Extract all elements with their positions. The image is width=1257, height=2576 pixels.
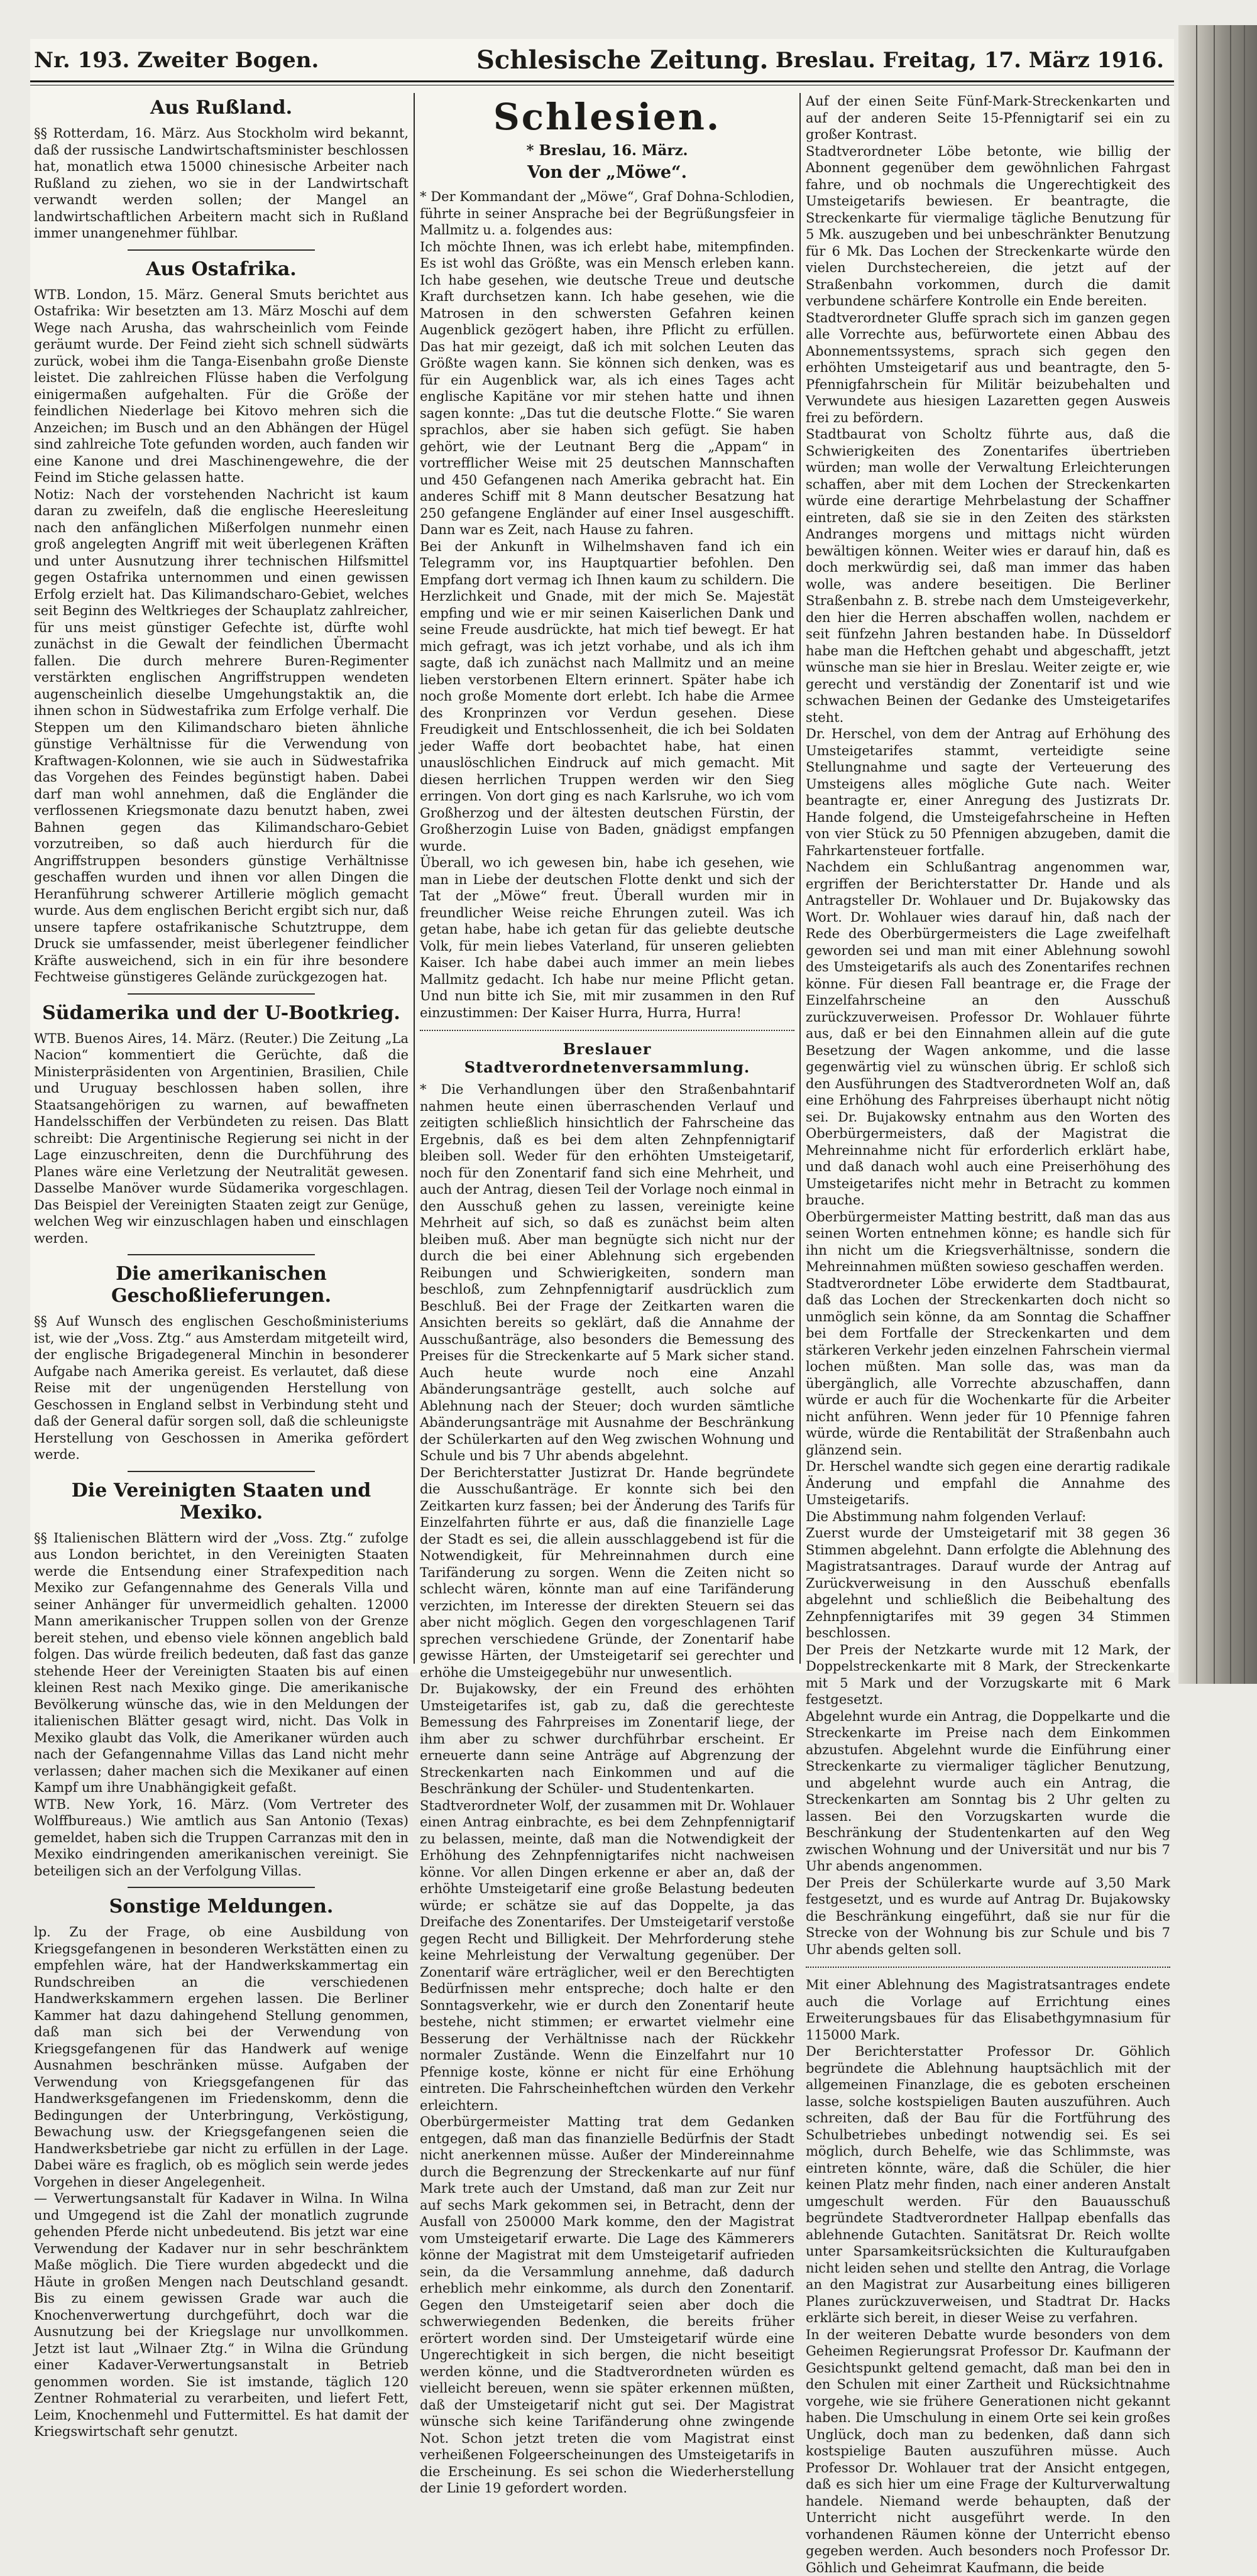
section-heading: Aus Rußland. (150, 97, 293, 119)
spine-line (1230, 25, 1231, 1684)
article-text: WTB. London, 15. März. General Smuts berichtet aus Ostafrika: Wir besetzten am 13. März Moschi auf dem Wege nach Arusha, das wahrscheinlich vom Feinde geräumt wurde. Der Feind zieht sich schnell südwärts zurück, wobei ihm die Tanga-Eisenbahn große Dienste leistet. Die zahlreichen Flüsse haben die Verfolgung einigermaßen aufgehalten. Für die Größe der feindlichen Niederlage bei Kitovo mehren sich die Anzeichen; im Busch und an den Abhängen der Hügel sind zahlreiche Tote gefunden worden, auch fanden wir eine Kanone und drei Maschinengewehre, die der Feind im Stiche gelassen hatte. Notiz: Nach der vorstehenden Nachricht ist kaum daran zu zweifeln, daß die englische Heeresleitung nach den anfänglichen Mißerfolgen nunmehr einen groß angelegten Angriff mit weit überlegenen Kräften und unter Ausnutzung ihrer technischen Hilfsmittel gegen Ostafrika unternommen und einen gewissen Erfolg erzielt hat. Das Kilimandscharo-Gebiet, welches seit Beginn des Weltkrieges der Schauplatz zahlreicher, für uns meist günstiger Gefechte ist, dürfte wohl zunächst in die Gewalt der feindlichen Übermacht fallen. Die durch mehrere Buren-Regimenter verstärkten englischen Angriffstruppen wendeten augenscheinlich dieselbe Umgehungstaktik an, die ihnen schon in Südwestafrika zum Erfolge verhalf. Die Steppen um den Kilimandscharo bieten ähnliche günstige Verhältnisse für die Verwendung von Kraftwagen-Kolonnen, wie sie auch in Südwestafrika das Vorgehen des Feindes begünstigt haben. Dabei darf man wohl annehmen, daß die Engländer die verflossenen Kriegsmonate dazu benutzt haben, zwei Bahnen gegen das Kilimandscharo-Gebiet vorzutreiben, so daß auch hierdurch für die Angriffstruppen besonders günstige Verhältnisse geschaffen wurden und ihnen vor allen Dingen die Heranführung schwerer Artillerie möglich gemacht wurde. Aus dem englischen Bericht ergibt sich nur, daß unsere tapfere ostafrikanische Schutztruppe, dem Druck sie umfassender, meist überlegener feindlicher Kräfte ausweichend, sich in ein für ihre besondere Fechtweise günstigeres Gelände zurückgezogen hat. (34, 287, 409, 985)
column-3 (806, 93, 1170, 2575)
column-1 (34, 93, 409, 2439)
newspaper-title: Schlesische Zeitung. (476, 45, 769, 75)
newspaper-page (30, 39, 1174, 2575)
section-heading: Aus Ostafrika. (146, 258, 297, 280)
article-text: §§ Rotterdam, 16. März. Aus Stockholm wird bekannt, daß der russische Landwirtschaftsminister beschlossen hat, monatlich etwa 15000 chinesische Arbeiter nach Rußland zu ziehen, wo sie in der Landwirtschaft verwandt werden sollen; der Mangel an landwirtschaftlichen Arbeitern macht sich in Rußland immer unangenehmer fühlbar. (34, 126, 409, 241)
divider (128, 1887, 315, 1888)
spine-line (1244, 25, 1245, 1684)
article-heading: Von der „Möwe“. (527, 163, 687, 182)
article-text: * Der Kommandant der „Möwe“, Graf Dohna-Schlodien, führte in seiner Ansprache bei der Begrüßungsfeier in Mallmitz u. a. folgendes aus: Ich möchte Ihnen, was ich erlebt habe, mitempfinden. Es ist wohl das Größte, was ein Mensch erleben kann. Ich habe gesehen, wie deutsche Treue und deutsche Kraft durchsetzen kann. Ich habe gesehen, wie die Matrosen in den schwersten Gefahren keinen Augenblick gezögert haben, ihre Pflicht zu erfüllen. Das hat mir gezeigt, daß ich mit solchen Leuten das Größte wagen kann. Sie können sich denken, was es für ein Augenblick war, als ich eines Tages acht englische Kapitäne vor mir stehen hatte und ihnen sagen konnte: „Das tut die deutsche Flotte.“ Sie waren sprachlos, aber sie haben sich gefügt. Sie haben gehört, wie der Leutnant Berg die „Appam“ in vortrefflicher Weise mit 25 deutschen Mannschaften und 450 Gefangenen nach Amerika gebracht hat. Ein anderes Schiff mit 8 Mann deutscher Besatzung hat 250 gefangene Engländer auf einer Insel ausgeschifft. Dann war es Zeit, nach Hause zu fahren. Bei der Ankunft in Wilhelmshaven fand ich ein Telegramm vor, ins Hauptquartier befohlen. Den Empfang dort vermag ich Ihnen kaum zu schildern. Die Herzlichkeit und Gnade, mit der mich Se. Majestät empfing und wie er mir seinen Kaiserlichen Dank und seine Freude ausdrückte, hat mich tief bewegt. Er hat mich gefragt, was ich jetzt vorhabe, und als ich ihm sagte, daß ich zunächst nach Mallmitz und an meine lieben verstorbenen Eltern erinnert. Später habe ich noch große Momente dort erlebt. Ich habe die Armee des Kronprinzen vor Verdun gesehen. Diese Freudigkeit und Entschlossenheit, die ich bei Soldaten jeder Waffe dort beobachtet habe, hat einen unauslöschlichen Eindruck auf mich gemacht. Mit diesen herrlichen Truppen werden wir den Sieg erringen. Von dort ging es nach Karlsruhe, wo ich vom Großherzog und der ältesten deutschen Fürstin, der Großherzogin Luise von Baden, gnädigst empfangen wurde. Überall, wo ich gewesen bin, habe ich gesehen, wie man in Liebe der deutschen Flotte denkt und sich der Tat der „Möwe“ freut. Überall wurden mir in freundlicher Weise reiche Ehrungen zuteil. Was ich getan habe, habe ich getan für das geliebte deutsche Volk, für mein liebes Vaterland, für unseren geliebten Kaiser. Ich habe dabei auch immer an mein liebes Mallmitz gedacht. Ich habe nur meine Pflicht getan. Und nun bitte ich Sie, mit mir zusammen in den Ruf einzustimmen: Der Kaiser Hurra, Hurra, Hurra! (420, 189, 794, 1020)
section-heading: Sonstige Meldungen. (109, 1896, 334, 1918)
dotted-divider (420, 1030, 794, 1031)
book-spine (1178, 25, 1257, 1684)
article-text: WTB. Buenos Aires, 14. März. (Reuter.) Die Zeitung „La Nacion“ kommentiert die Gerüchte, daß die Ministerpräsidenten von Argentinien, Brasilien, Chile und Uruguay beschlossen haben sollen, ihre Staatsangehörigen zu warnen, auf bewaffneten Handelsschiffen der Verbündeten zu reisen. Das Blatt schreibt: Die Argentinische Regierung sei nicht in der Lage einzuschreiten, denn die Durchführung des Planes wäre eine Verletzung der Neutralität gewesen. Dasselbe Manöver wurde Südamerika vorgeschlagen. Das Beispiel der Vereinigten Staaten zeigt zur Genüge, welchen Weg wir einzuschlagen haben und einschlagen werden. (34, 1030, 409, 1246)
article-text: lp. Zu der Frage, ob eine Ausbildung von Kriegsgefangenen in besonderen Werkstätten einen zu empfehlen wäre, hat der Handwerkskammertag ein Rundschreiben an die verschiedenen Handwerkskammern ergehen lassen. Die Berliner Kammer hat dazu dahingehend Stellung genommen, daß man sich bei der Verwendung von Kriegsgefangenen für das Handwerk auf wenige Ausnahmen beschränken müsse. Aufgaben der Verwendung von Kriegsgefangenen für das Handwerksgefangenen im Friedenskomm, denn die Bedingungen der Unterbringung, Verköstigung, Bewachung usw. der Kriegsgefangenen seien die Handwerksbetriebe gar nicht zu erfüllen in der Lage. Dabei wäre es fraglich, ob es möglich sein werde jedes Vorgehen in dieser Angelegenheit. — Verwertungsanstalt für Kadaver in Wilna. In Wilna und Umgegend ist die Zahl der monatlich zugrunde gehenden Pferde nicht unbedeutend. Bis jetzt war eine Verwendung der Kadaver nur in sehr beschränktem Maße möglich. Die Tiere wurden abgedeckt und die Häute in großen Mengen nach Deutschland gesandt. Bis zu einem gewissen Grade war auch die Knochenverwertung durchgeführt, doch war die Ausnutzung bei der Kriegslage nur unvollkommen. Jetzt ist laut „Wilnaer Ztg.“ in Wilna die Gründung einer Kadaver-Verwertungsanstalt in Betrieb genommen worden. Sie ist imstande, täglich 120 Zentner Rohmaterial zu verarbeiten, und liefert Fett, Leim, Knochenmehl und Futtermittel. Es hat damit der Kriegswirtschaft sehr genutzt. (34, 1924, 409, 2439)
dotted-divider (806, 1967, 1170, 1968)
section-title: Schlesien. (493, 96, 722, 138)
article-text: Auf der einen Seite Fünf-Mark-Streckenkarten und auf der anderen Seite 15-Pfennigtarif sei ein zu großer Kontrast. Stadtverordneter Löbe betonte, wie billig der Abonnent gegenüber dem gewöhnlichen Fahrgast fahre, und ob nochmals die Ungerechtigkeit des Umsteigetarifs bewiesen. Er beantragte, die Streckenkarte für viermalige tägliche Benutzung für 5 Mk. auszugeben und bei unbeschränkter Benutzung für 6 Mk. Das Lochen der Streckenkarte würde den vielen Durchstechereien, die jetzt auf der Straßenbahn vorkommen, durch die damit verbundene schärfere Kontrolle ein Ende bereiten. Stadtverordneter Gluffe sprach sich im ganzen gegen alle Vorrechte aus, befürwortete einen Abbau des Abonnementssystems, sprach sich gegen den erhöhten Umsteigetarif aus und beantragte, den 5-Pfennigfahrschein für Militär beizubehalten und Verwundete aus hiesigen Lazaretten gegen Ausweis frei zu befördern. Stadtbaurat von Scholtz führte aus, daß die Schwierigkeiten des Zonentarifes übertrieben würden; man wolle der Verwaltung Erleichterungen schaffen, aber mit dem Lochen der Streckenkarten würde eine derartige Mehrbelastung der Schaffner eintreten, daß sie sie in den Zeiten des stärksten Andranges morgens und mittags nicht würden bewältigen können. Weiter wies er darauf hin, daß es doch merkwürdig sei, daß man immer das haben wolle, was andere beseitigen. Die Berliner Straßenbahn z. B. strebe nach dem Umsteigeverkehr, den hier die Herren abschaffen wollen, nachdem er seit fünfzehn Jahren bestanden habe. In Düsseldorf habe man die Heftchen gehabt und abgeschafft, jetzt wünsche man sie hier in Breslau. Weiter zeigte er, wie gerecht und verständig der Zonentarif ist und wie schwachen Beinen der Gedanke des Umsteigetarifes steht. Dr. Herschel, von dem der Antrag auf Erhöhung des Umsteigetarifes stammt, verteidigte seine Stellungnahme und sagte der Verteuerung des Umsteigens alles mögliche Gute nach. Weiter beantragte er, einer Anregung des Justizrats Dr. Hande folgend, die Umsteigefahrscheine in Heften von vier Stück zu 50 Pfennigen abzugeben, damit die Fahrkartensteuer fortfalle. Nachdem ein Schlußantrag angenommen war, ergriffen der Berichterstatter Dr. Hande und als Antragsteller Dr. Wohlauer und Dr. Bujakowsky das Wort. Dr. Wohlauer wies darauf hin, daß nach der Rede des Oberbürgermeisters die Lage zweifelhaft geworden sei und man mit einer Ablehnung sowohl des Umsteigetarifs als auch des Zonentarifes rechnen könne. Für diesen Fall beantrage er, die Frage der Einzelfahrscheine an den Ausschuß zurückzuverweisen. Professor Dr. Wohlauer führte aus, daß er bei den Einnahmen allein auf die gute Besetzung der Wagen ankomme, und die lasse gegenwärtig viel zu wünschen übrig. Er schloß sich den Ausführungen des Stadtverordneten Wolf an, daß eine Erhöhung des Fahrpreises überhaupt nicht nötig sei. Dr. Bujakowsky entnahm aus den Worten des Oberbürgermeisters, daß der Magistrat die Mehreinnahme nicht für erforderlich erklärt habe, und daß danach wohl auch eine Preiserhöhung des Umsteigetarifes nicht mehr in Betracht zu kommen brauche. Oberbürgermeister Matting bestritt, daß man das aus seinen Worten entnehmen könne; es handle sich für ihn nicht um die Kriegsverhältnisse, sondern die Mehreinnahmen müßten sowieso geschaffen werden. Stadtverordneter Löbe erwiderte dem Stadtbaurat, daß das Lochen der Streckenkarten doch nicht so unmöglich sein könne, da am Sonntag die Schaffner bei dem Fortfalle der Streckenkarten und dem stärkeren Verkehr jeden einzelnen Fahrschein viermal lochen müßten. Man solle das, was man da übergänglich, alle Vorrechte abzuschaffen, dann würde er auch für die Wochenkarte für die Arbeiter nicht anführen. Wenn jeder für 10 Pfennige fahren würde, würde die Rentabilität der Straßenbahn auch glänzend sein. Dr. Herschel wandte sich gegen eine derartig radikale Änderung und empfahl die Annahme des Umsteigetarifs. Die Abstimmung nahm folgenden Verlauf: Zuerst wurde der Umsteigetarif mit 38 gegen 36 Stimmen abgelehnt. Dann erfolgte die Ablehnung des Magistratsantrages. Darauf wurde der Antrag auf Zurückverweisung in den Ausschuß ebenfalls abgelehnt und schließlich die Beibehaltung des Zehnpfennigtarifes mit 39 gegen 34 Stimmen beschlossen. Der Preis der Netzkarte wurde mit 12 Mark, der Doppelstreckenkarte mit 8 Mark, der Streckenkarte mit 5 Mark und der Vorzugskarte mit 6 Mark festgesetzt. Abgelehnt wurde ein Antrag, die Doppelkarte und die Streckenkarte im Preise nach dem Einkommen abzustufen. Abgelehnt wurde die Einführung einer Streckenkarte zu viermaliger täglicher Benutzung, und abgelehnt wurde auch ein Antrag, die Streckenkarten am Sonntag bis 2 Uhr gelten zu lassen. Bei den Vorzugskarten wurde die Beschränkung der Studentenkarten auf den Weg zwischen Wohnung und der Universität und nur bis 7 Uhr abends angenommen. Der Preis der Schülerkarte wurde auf 3,50 Mark festgesetzt, und es wurde auf Antrag Dr. Bujakowsky die Beschränkung eingeführt, daß sie nur für die Strecke von der Wohnung bis zur Schule und bis 7 Uhr abends gelten soll. (806, 94, 1170, 1957)
column-2 (420, 93, 794, 2496)
spine-line (1196, 25, 1197, 1684)
section-heading: Südamerika und der U-Bootkrieg. (42, 1001, 400, 1024)
column-rule (414, 93, 415, 1664)
divider (128, 1471, 315, 1472)
spine-line (1214, 25, 1215, 1684)
article-text: §§ Auf Wunsch des englischen Geschoßministeriums ist, wie der „Voss. Ztg.“ aus Amsterdam mitgeteilt wird, der englische Brigadegeneral Minchin in besonderer Aufgabe nach Amerika gereist. Es verlautet, daß diese Reise mit der ungenügenden Herstellung von Geschossen in England selbst in Verbindung steht und daß der General dafür sorgen soll, daß die schleunigste Herstellung von Geschossen in Amerika gefördert werde. (34, 1314, 409, 1462)
masthead (30, 39, 1174, 83)
article-heading: Breslauer Stadtverordnetenversammlung. (464, 1040, 750, 1076)
issue-number: Nr. 193. Zweiter Bogen. (34, 48, 319, 73)
article-text: * Die Verhandlungen über den Straßenbahntarif nahmen heute einen überraschenden Verlauf und zeitigten schließlich hinsichtlich der Fahrscheine das Ergebnis, daß es bei dem alten Zehnpfennigtarif bleiben soll. Weder für den erhöhten Umsteigetarif, noch für den Zonentarif fand sich eine Mehrheit, und auch der Antrag, diesen Teil der Vorlage noch einmal in den Ausschuß gehen zu lassen, vereinigte keine Mehrheit auf sich, so daß es zunächst beim alten bleiben muß. Aber man begnügte sich nicht nur der durch die bei einer Ablehnung sich ergebenden Reibungen und Schwierigkeiten, sondern man beschloß, zum Zehnpfennigtarif ausdrücklich zum Beschluß. Bei der Frage der Zeitkarten waren die Ansichten bereits so geklärt, daß die Annahme der Ausschußanträge, also besonders die Bemessung des Preises für die Streckenkarte auf 5 Mark sicher stand. Auch heute wurde noch eine Anzahl Abänderungsanträge gestellt, auch solche auf Ablehnung nach der Steuer; doch wurden sämtliche Abänderungsanträge mit Ausnahme der Beschränkung der Schülerkarten auf den Weg zwischen Wohnung und Schule und bis 7 Uhr abends abgelehnt. Der Berichterstatter Justizrat Dr. Hande begründete die Ausschußanträge. Er konnte sich bei den Zeitkarten kurz fassen; bei der Änderung des Tarifs für Einzelfahrten führte er aus, daß die finanzielle Lage der Stadt es sei, die allein ausschlaggebend ist für die Notwendigkeit, für Mehreinnahmen durch eine Tarifänderung zu sorgen. Wenn die Zeiten nicht so schlecht wären, könnte man auf eine Tarifänderung verzichten, im Interesse der direkten Steuern sei das aber nicht möglich. Gegen den vorgeschlagenen Tarif sprechen verschiedene Gründe, der Zonentarif habe gewisse Härten, der Umsteigetarif sei gerechter und erhöhe die Umsteigegebühr nur unwesentlich. Dr. Bujakowsky, der ein Freund des erhöhten Umsteigetarifes ist, gab zu, daß die gerechteste Bemessung des Fahrpreises im Zonentarif liege, der ihm aber zu schwer durchführbar erscheint. Er erneuerte dann seine Anträge auf Abgrenzung der Streckenkarten nach Einkommen und auf die Beschränkung der Schüler- und Studentenkarten. Stadtverordneter Wolf, der zusammen mit Dr. Wohlauer einen Antrag einbrachte, es bei dem Zehnpfennigtarif zu belassen, meinte, daß man die Notwendigkeit der Erhöhung des Zehnpfennigtarifes nicht nachweisen könne. Vor allen Dingen erkenne er aber an, daß der erhöhte Umsteigetarif eine große Belastung bedeuten würde; er schätze sie auf das Doppelte, ja das Dreifache des Zonentarifes. Der Umsteigetarif verstoße gegen Recht und Billigkeit. Der Mehrforderung stehe keine Mehrleistung der Verwaltung gegenüber. Der Zonentarif wäre erträglicher, weil er den Berechtigten Bedürfnissen mehr entspreche; doch halte er den Sonntagsverkehr, wie er durch den Zonentarif heute bestehe, nicht stimmen; er erwartet vielmehr eine Besserung der Verhältnisse nach der Rückkehr normaler Zustände. Wenn die Einzelfahrt nur 10 Pfennige koste, könne er nicht für eine Erhöhung eintreten. Die Fahrscheinheftchen würden den Verkehr erleichtern. Oberbürgermeister Matting trat dem Gedanken entgegen, daß man das finanzielle Bedürfnis der Stadt nicht anerkennen müsse. Außer der Mindereinnahme durch die Begrenzung der Streckenkarte auf nur fünf Mark trete auch der Umstand, daß man zur Zeit nur auf sechs Mark gekommen sei, in Betracht, denn der Ausfall von 250000 Mark komme, den der Magistrat vom Umsteigetarif erwarte. Die Lage des Kämmerers könne der Magistrat mit dem Umsteigetarif aufrieden sein, da die Versammlung annehme, daß dadurch erheblich mehr einkomme, als durch den Zonentarif. Gegen den Umsteigetarif seien aber doch die schwerwiegenden Bedenken, die bereits früher erörtert worden sind. Der Umsteigetarif würde eine Ungerechtigkeit in sich bergen, die nicht beseitigt werden könne, und die Stadtverordneten würden es vielleicht bereuen, wenn sie später erkennen müßten, daß der Umsteigetarif nicht gut sei. Der Magistrat wünsche sich keine Tarifänderung ohne zwingende Not. Schon jetzt treten die vom Magistrat einst verheißenen Folgeerscheinungen des Umsteigetarifs in die Erscheinung. Es sei schon die Wiederherstellung der Linie 19 gefordert worden. (420, 1082, 794, 2496)
place-date: Breslau. Freitag, 17. März 1916. (775, 48, 1164, 73)
divider (128, 993, 315, 995)
article-text: §§ Italienischen Blättern wird der „Voss. Ztg.“ zufolge aus London berichtet, in den Vereinigten Staaten werde die Entsendung einer Strafexpedition nach Mexiko zur Gefangennahme des Generals Villa und seiner Anhänger für unvermeidlich gehalten. 12000 Mann amerikanischer Truppen sollen von der Grenze bereit stehen, und ebenso viele können angeblich bald folgen. Das würde freilich bedeuten, daß fast das ganze stehende Heer der Vereinigten Staaten bis auf einen kleinen Rest nach Mexiko ginge. Die amerikanische Bevölkerung wünsche das, wie in den Meldungen der italienischen Blätter gesagt wird, nicht. Das Volk in Mexiko glaubt das Volk, die Amerikaner würden auch nach der Gefangennahme Villas das Land nicht mehr verlassen; daher machen sich die Mexikaner auf einen Kampf um ihre Unabhängigkeit gefaßt. WTB. New York, 16. März. (Vom Vertreter des Wolffbureaus.) Wie amtlich aus San Antonio (Texas) gemeldet, haben sich die Truppen Carranzas mit den in Mexiko eindringenden amerikanischen vereinigt. Sie beteiligen sich an der Verfolgung Villas. (34, 1530, 409, 1879)
divider (128, 249, 315, 251)
section-heading: Die amerikanischen Geschoßlieferungen. (111, 1263, 332, 1307)
dateline: * Breslau, 16. März. (526, 142, 688, 159)
masthead-rule-thick (30, 80, 1174, 82)
section-heading: Die Vereinigten Staaten und Mexiko. (71, 1479, 371, 1524)
column-rule (799, 93, 801, 1664)
article-text: Mit einer Ablehnung des Magistratsantrages endete auch die Vorlage auf Errichtung eines Erweiterungsbaues für das Elisabethgymnasium für 115000 Mark. Der Berichterstatter Professor Dr. Göhlich begründete die Ablehnung hauptsächlich mit der allgemeinen Finanzlage, die es geboten erscheinen lasse, solche kostspieligen Bauten auszuführen. Auch schreiten, daß der Bau für die Fortführung des Schulbetriebes unbedingt notwendig sei. Es sei möglich, durch Behelfe, wie das Schlimmste, was eintreten könnte, wäre, daß die Schüler, die hier keinen Platz mehr finden, nach einer anderen Anstalt umgeschult werden. Für den Bauausschuß begründete Stadtverordneter Hallpap ebenfalls das ablehnende Gutachten. Sanitätsrat Dr. Reich wollte unter Sparsamkeitsrücksichten die Kulturaufgaben nicht leiden sehen und stellte den Antrag, die Vorlage an den Magistrat zur Ausarbeitung eines billigeren Planes zurückzuverweisen, und Stadtrat Dr. Hacks erklärte sich bereit, in dieser Weise zu verfahren. In der weiteren Debatte wurde besonders von dem Geheimen Regierungsrat Professor Dr. Kaufmann der Gesichtspunkt geltend gemacht, daß man bei den in den Schulen mit einer Zartheit und Rücksichtnahme vorgehe, wie sie frühere Generationen nicht gekannt haben. Die Umschulung in einem Orte sei kein großes Unglück, doch man zu bedenken, daß dann sich kostspielige Bauten auszuführen müsse. Auch Professor Dr. Wohlauer trat der Ansicht entgegen, daß es sich hier um eine Frage der Kulturverwaltung handele. Niemand werde behaupten, daß der Unterricht nicht ausgeführt werde. In den vorhandenen Räumen könne der Unterricht ebenso gegeben werden. Auch besonders noch Professor Dr. Göhlich und Geheimrat Kaufmann, die beide (806, 1977, 1170, 2575)
divider (128, 1254, 315, 1255)
